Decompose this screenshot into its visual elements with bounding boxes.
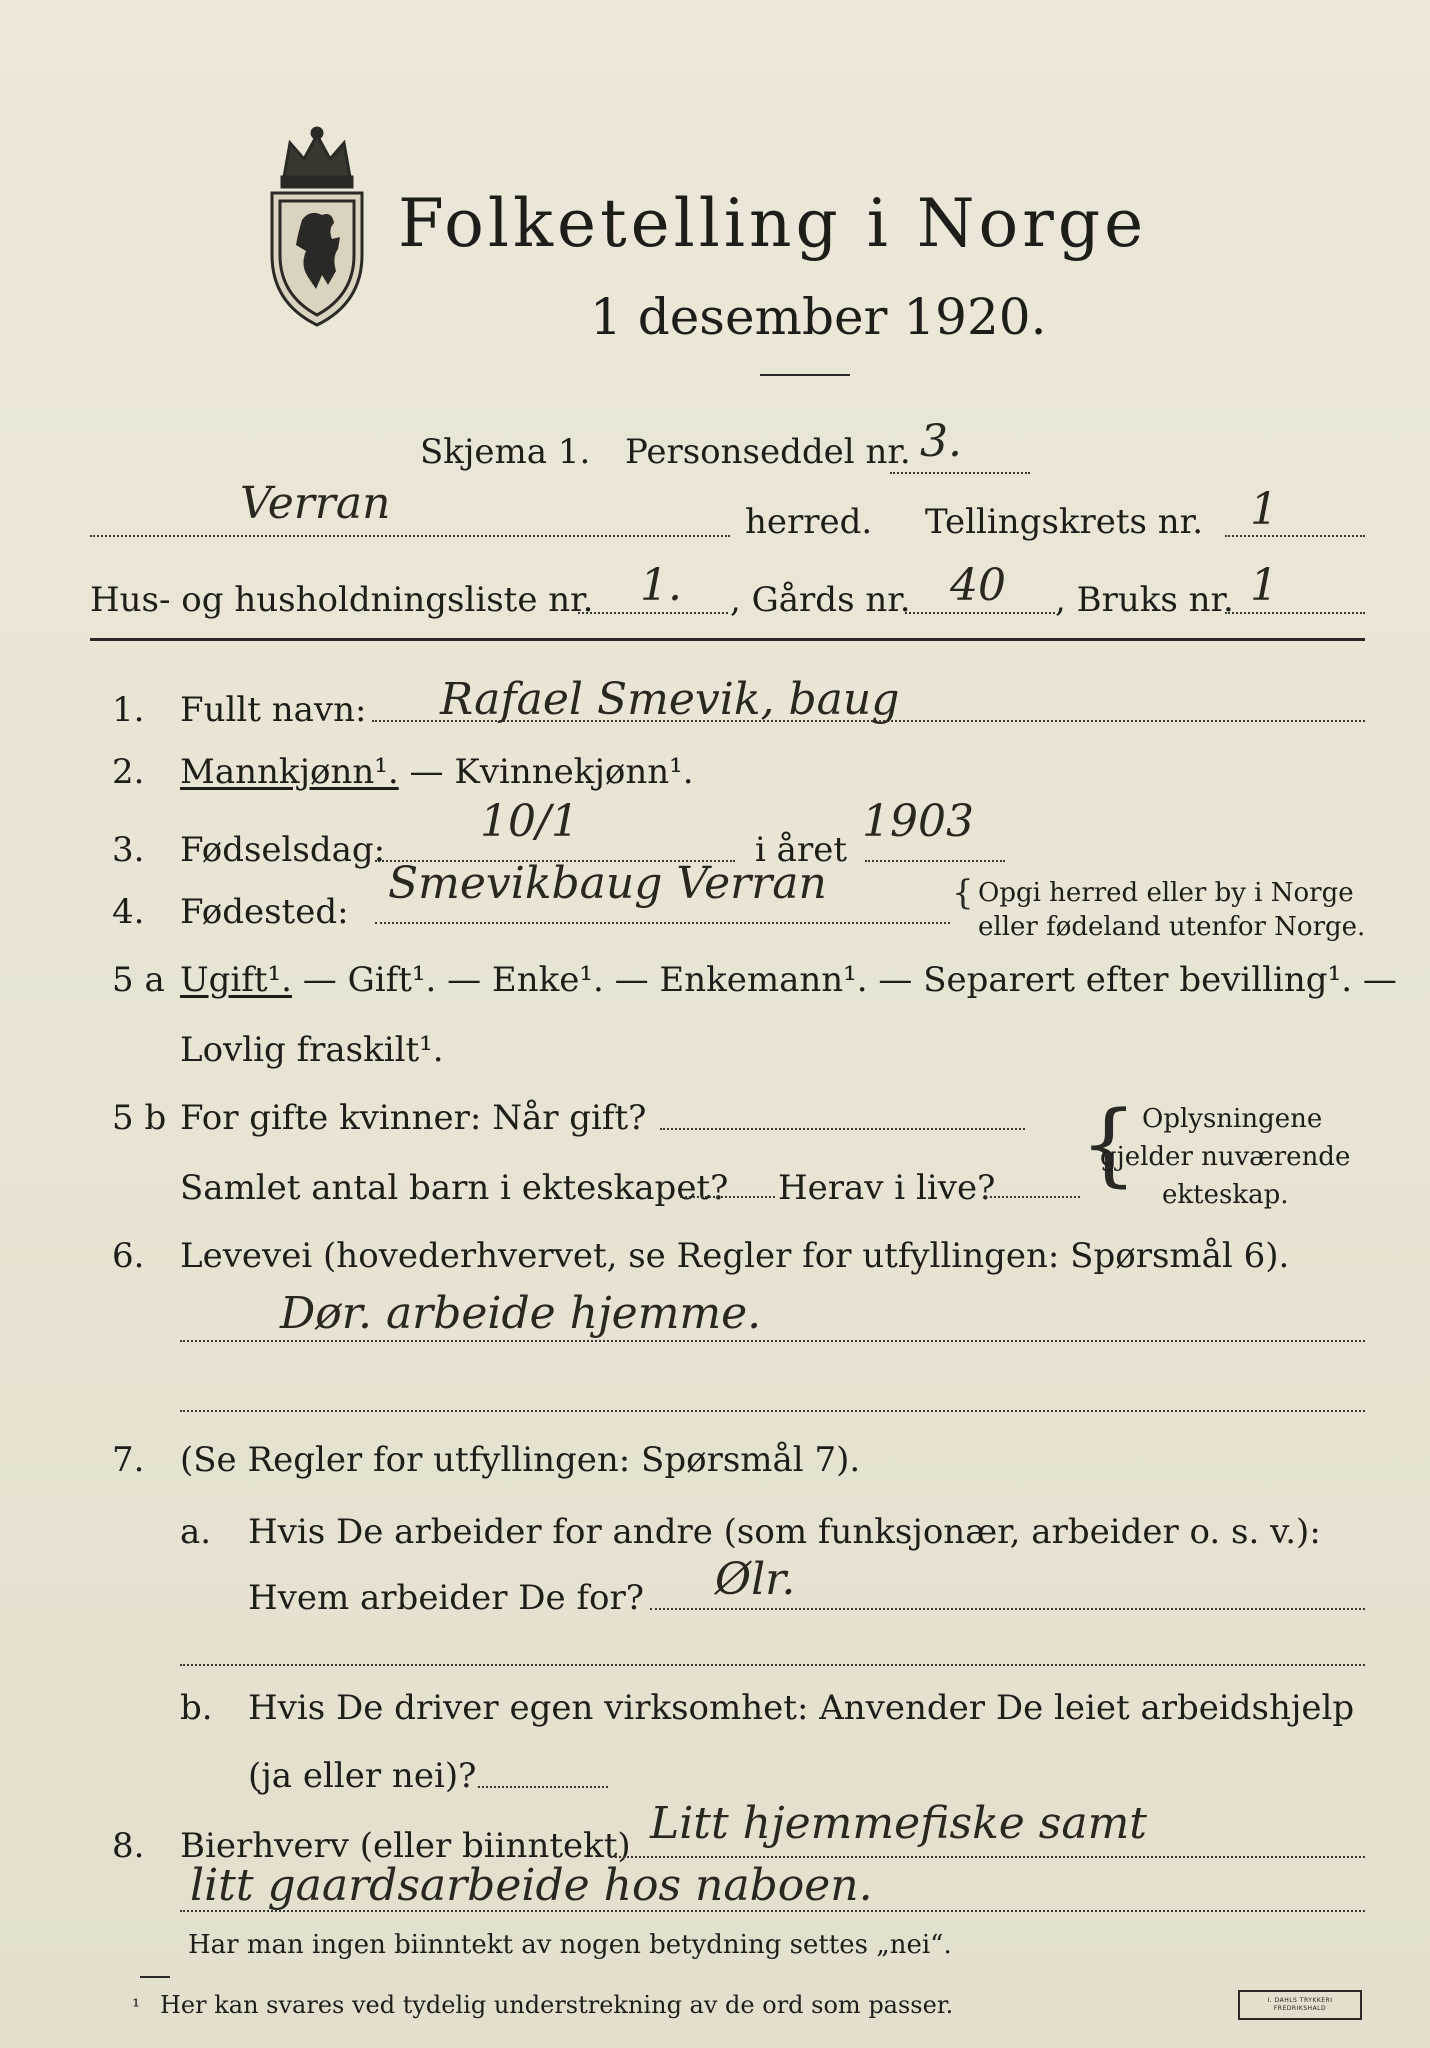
secondary-income-note: Har man ingen biinntekt av nogen betydning settes „nei“. <box>188 1930 952 1960</box>
occupation-label: Levevei (hovederhvervet, se Regler for utfyllingen: Spørsmål 6). <box>180 1236 1290 1276</box>
divorced-option[interactable]: Lovlig fraskilt¹. <box>180 1030 444 1070</box>
birth-year-label: i året <box>755 830 847 870</box>
birthplace-note-line-2: eller fødeland utenfor Norge. <box>978 912 1366 942</box>
field-2-number: 2. <box>112 752 145 792</box>
children-total-label: Samlet antal barn i ekteskapet? <box>180 1168 729 1208</box>
field-8-number: 8. <box>112 1826 145 1866</box>
title-divider <box>760 374 850 376</box>
personseddel-label: Personseddel nr. <box>625 432 911 472</box>
children-alive-label: Herav i live? <box>778 1168 996 1208</box>
census-form-page: Folketelling i Norge 1 desember 1920. Skjema 1. Personseddel nr. 3. Verran herred. Tellingskrets nr. 1 Hus- og husholdningsliste nr. 1. , Gårds nr. 40 , Bruks nr. 1 1. Fullt navn: Rafael Smevik, baug 2. Mannkjønn¹. — Kvinnekjønn¹. 3. Fødselsdag: 10/1 i året 1903 4. Fødested: Smevikbaug Verran { Opgi herred eller by i Norge eller fødeland utenfor Norge. 5 a Ugift¹. — Gift¹. — Enke¹. — Enkemann¹. — Separert efter bevilling¹. — Lovlig fraskilt¹. 5 b For gifte kvinner: Når gift? Samlet antal barn i ekteskapet? Herav i live? { Oplysningene gjelder nuværende ekteskap. 6. Levevei (hovederhvervet, se Regler for utfyllingen: Spørsmål 6). Dør. arbeide hjemme. 7. (Se Regler for utfyllingen: Spørsmål 7). a. Hvis De arbeider for andre (som funksjonær, arbeider o. s. v.): Hvem arbeider De for? Ølr. b. Hvis De driver egen virksomhet: Anvender De leiet arbeidshjelp (ja eller nei)? 8. Bierhverv (eller biinntekt) Litt hjemmefiske samt litt gaardsarbeide hos naboen. Har man ingen biinntekt av nogen betydning settes „nei“. ¹ Her kan svares ved tydelig understrekning av de ord som passer. I. DAHLS TRYKKERI FREDRIKSHALD <box>0 0 1430 2048</box>
hired-help-label: (ja eller nei)? <box>248 1756 477 1796</box>
household-list-label: Hus- og husholdningsliste nr. <box>90 580 594 620</box>
header-rule <box>90 638 1365 641</box>
field-7-number: 7. <box>112 1440 145 1480</box>
birth-year-value[interactable]: 1903 <box>862 796 974 847</box>
birthdate-label: Fødselsdag: <box>180 830 386 870</box>
schema-label: Skjema 1. <box>420 432 591 472</box>
field-6-number: 6. <box>112 1236 145 1276</box>
secondary-income-value-line-2[interactable]: litt gaardsarbeide hos naboen. <box>190 1860 873 1911</box>
bruks-label: , Bruks nr. <box>1055 580 1234 620</box>
footnote-mark: ¹ <box>132 1994 141 2018</box>
secondary-income-value-line-1[interactable]: Litt hjemmefiske samt <box>650 1798 1147 1849</box>
norwegian-coat-of-arms-icon <box>262 125 372 330</box>
employer-question: Hvis De arbeider for andre (som funksjonær, arbeider o. s. v.): <box>248 1512 1321 1552</box>
female-option[interactable]: — Kvinnekjønn¹. <box>398 752 694 792</box>
herred-label: herred. <box>745 502 873 542</box>
birthplace-note-line-1: Opgi herred eller by i Norge <box>978 878 1354 908</box>
printer-stamp <box>1238 1990 1362 2020</box>
footnote-text: Her kan svares ved tydelig understrekning av de ord som passer. <box>160 1991 954 2019</box>
full-name-value[interactable]: Rafael Smevik, baug <box>440 674 900 725</box>
male-option[interactable]: Mannkjønn¹. <box>180 752 399 792</box>
birthdate-value[interactable]: 10/1 <box>480 796 579 847</box>
field-4-number: 4. <box>112 892 145 932</box>
printer-stamp-text: I. DAHLS TRYKKERI FREDRIKSHALD <box>1267 1997 1333 2012</box>
married-when-label: For gifte kvinner: Når gift? <box>180 1098 647 1138</box>
gards-value[interactable]: 40 <box>950 560 1006 611</box>
birthplace-label: Fødested: <box>180 892 349 932</box>
field-7b-letter: b. <box>180 1688 213 1728</box>
birthplace-value[interactable]: Smevikbaug Verran <box>388 858 827 909</box>
field-5a-number: 5 a <box>112 960 165 1000</box>
field-1-number: 1. <box>112 690 145 730</box>
footer-rule <box>140 1976 170 1978</box>
form-title: Folketelling i Norge <box>398 185 1148 262</box>
gards-label: , Gårds nr. <box>730 580 911 620</box>
occupation-value[interactable]: Dør. arbeide hjemme. <box>280 1288 762 1339</box>
marriage-note-line-1: Oplysningene <box>1142 1104 1323 1134</box>
household-list-value[interactable]: 1. <box>640 560 682 611</box>
field-7a-letter: a. <box>180 1512 212 1552</box>
employer-value[interactable]: Ølr. <box>715 1554 796 1605</box>
marriage-note-line-3: ekteskap. <box>1162 1180 1289 1210</box>
marriage-note-line-2: gjelder nuværende <box>1100 1142 1351 1172</box>
full-name-label: Fullt navn: <box>180 690 367 730</box>
herred-value[interactable]: Verran <box>240 478 391 529</box>
unmarried-option[interactable]: Ugift¹. <box>180 960 292 1000</box>
marital-status-options[interactable]: — Gift¹. — Enke¹. — Enkemann¹. — Separert efter bevilling¹. — <box>291 960 1397 1000</box>
secondary-income-label: Bierhverv (eller biinntekt) <box>180 1826 631 1866</box>
tellingskrets-label: Tellingskrets nr. <box>925 502 1204 542</box>
bruks-value[interactable]: 1 <box>1250 560 1278 611</box>
own-business-question: Hvis De driver egen virksomhet: Anvender De leiet arbeidshjelp <box>248 1688 1355 1728</box>
tellingskrets-value[interactable]: 1 <box>1250 484 1278 535</box>
field-7-label: (Se Regler for utfyllingen: Spørsmål 7). <box>180 1440 861 1480</box>
field-3-number: 3. <box>112 830 145 870</box>
field-5b-number: 5 b <box>112 1098 167 1138</box>
personseddel-value[interactable]: 3. <box>920 416 962 467</box>
employer-label: Hvem arbeider De for? <box>248 1578 644 1618</box>
form-date: 1 desember 1920. <box>590 288 1047 346</box>
